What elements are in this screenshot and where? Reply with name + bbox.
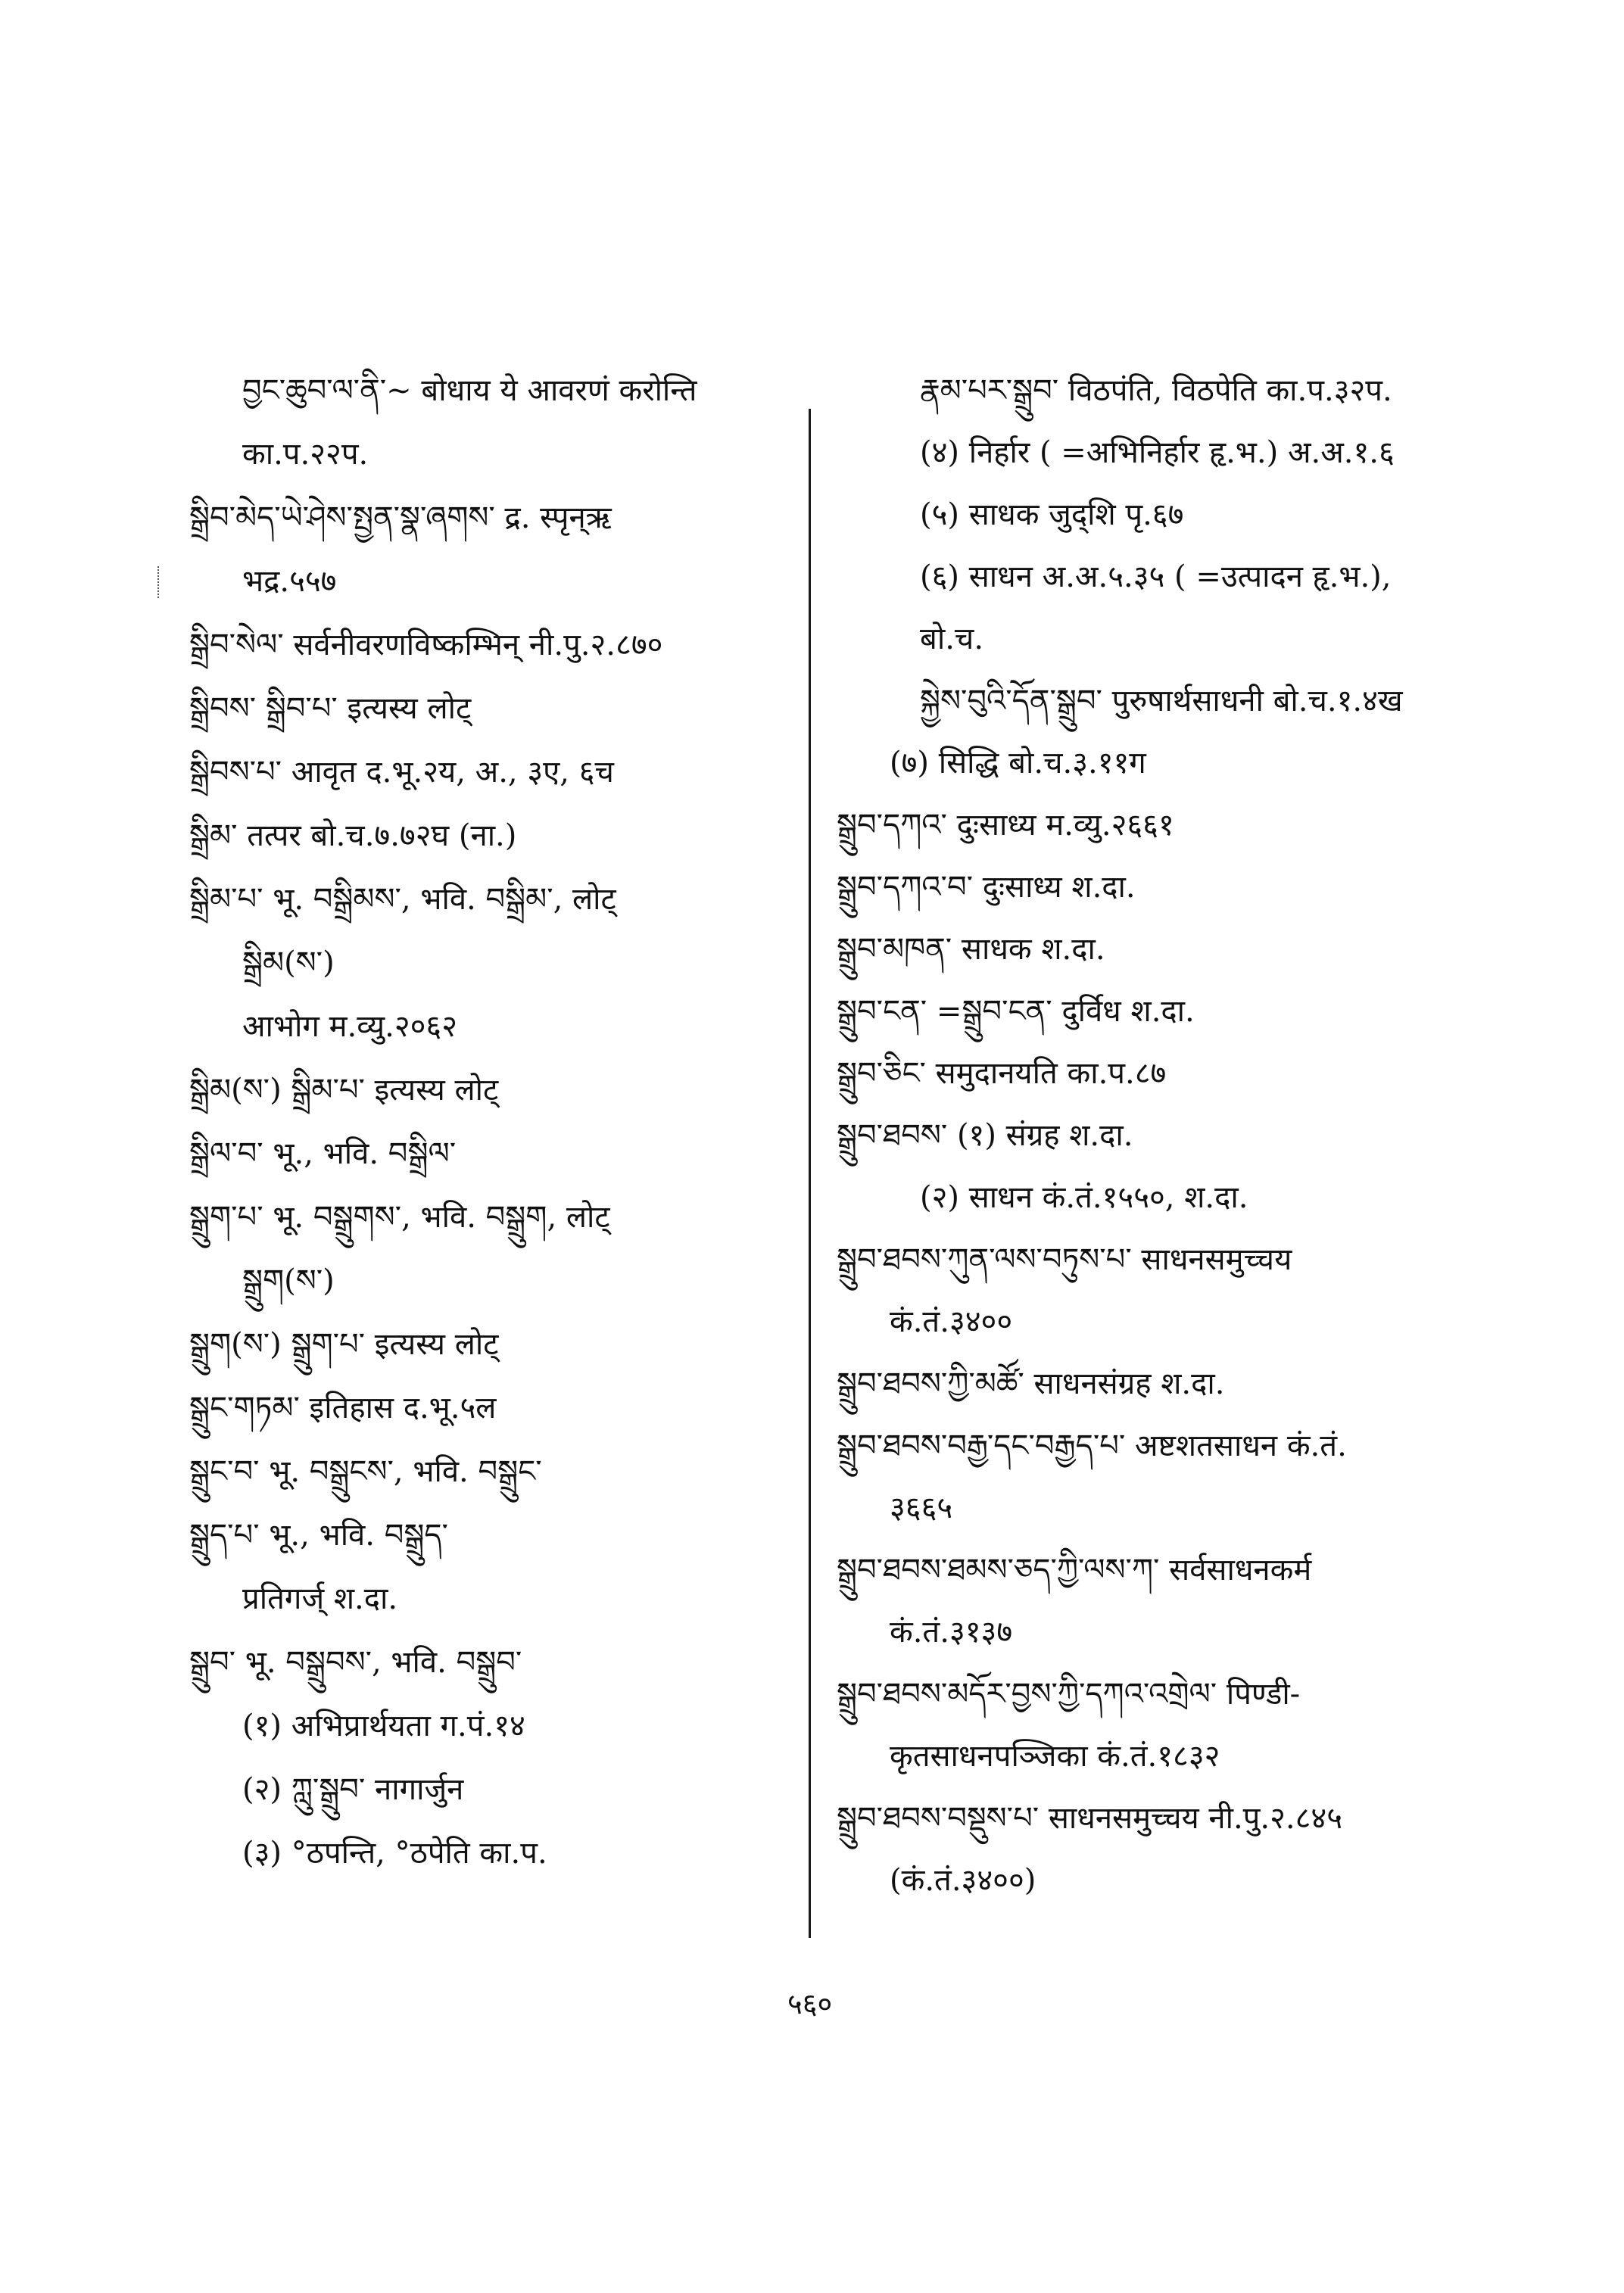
dictionary-line: སྒྲུབ་ཐབས་ (१) संग्रह श.दा. [837,1118,1133,1153]
dictionary-line: (कं.तं.३४००) [890,1863,1036,1898]
dictionary-line: སྒྲུབ་མཁན་ साधक श.दा. [837,932,1105,967]
dictionary-line: प्रतिगर्ज् श.दा. [242,1581,398,1616]
dictionary-line: སྒྲིབ་སེལ་ सर्वनीवरणविष्कम्भिन् नी.पु.२.८७० [189,628,663,662]
dictionary-line: སྒྲིབས་ སྒྲིབ་པ་ इत्यस्य लोट् [189,691,472,726]
dictionary-line: कं.तं.३१३७ [890,1615,1013,1650]
dictionary-line: སྒྲུག་པ་ भू. བསྒྲུགས་, भवि. བསྒྲུག, लोट् [189,1200,610,1235]
dictionary-line: आभोग म.व्यु.२०६२ [242,1009,458,1044]
dictionary-line: का.प.२२प. [242,437,369,472]
dictionary-line: སྒྲུབ་ཐབས་བརྒྱ་དང་བརྒྱད་པ་ अष्टशतसाधन कं.तं. [837,1428,1347,1463]
dictionary-line: སྒྲིམ(ས་) [242,946,335,980]
margin-mark [157,566,161,598]
dictionary-line: (२) ཀླུ་སྒྲུབ་ नागार्जुन [242,1772,464,1807]
column-divider [809,409,811,1938]
dictionary-line: (३) °ठपन्ति, °ठपेति का.प. [242,1836,547,1871]
dictionary-line: སྐྱེས་བུའི་དོན་སྒྲུབ་ पुरुषार्थसाधनी बो.च.१.४ख [920,684,1403,718]
dictionary-line: སྒྲིམ་པ་ भू. བསྒྲིམས་, भवि. བསྒྲིམ་, लोट् [189,882,616,917]
dictionary-line: སྒྲུབ་ཐབས་ཐམས་ཅད་ཀྱི་ལས་ཀ་ सर्वसाधनकर्म [837,1553,1312,1587]
dictionary-line: བྱང་ཆུབ་ལ་ནི་~ बोधाय ये आवरणं करोन्ति [242,373,697,408]
dictionary-line: भद्र.५५७ [242,564,337,599]
dictionary-line: ३६६५ [890,1491,953,1525]
dictionary-line: (२) साधन कं.तं.१५५०, श.दा. [920,1180,1248,1215]
dictionary-line: སྒྲུག(ས་) སྒྲུག་པ་ इत्यस्य लोट् [189,1327,499,1362]
dictionary-line: སྒྲིམ(ས་) སྒྲིམ་པ་ इत्यस्य लोट् [189,1073,499,1108]
dictionary-line: སྒྲུབ་ भू. བསྒྲུབས་, भवि. བསྒྲུབ་ [189,1645,522,1680]
dictionary-line: སྒྲིབ་མེད་ཡེ་ཤེས་སྤྱན་སྣ་ཞགས་ द्र. स्पृन्ऋ [189,500,612,535]
dictionary-line: སྒྲུབ་ངན་ =སྒྲུབ་ངན་ दुर्विध श.दा. [837,994,1195,1029]
dictionary-line: སྒྲུབ་ཐབས་ཀྱི་མཚོ་ साधनसंग्रह श.दा. [837,1366,1225,1401]
dictionary-line: རྣམ་པར་སྒྲུབ་ विठपंति, विठपेति का.प.३२प. [920,373,1392,408]
dictionary-line: (७) सिद्धि बो.च.३.११ग [890,746,1146,780]
dictionary-line: (५) साधक जुद्शि पृ.६७ [920,497,1184,532]
dictionary-line: སྒྲིམ་ तत्पर बो.च.७.७२घ (ना.) [189,818,517,853]
dictionary-line: कृतसाधनपञ्जिका कं.तं.१८३२ [890,1739,1220,1774]
dictionary-line: སྒྲིབས་པ་ आवृत द.भू.२य, अ., ३ए, ६च [189,755,614,790]
page-number: ५६० [787,1987,833,2020]
dictionary-line: སྒྲུབ་ཐབས་བསྡུས་པ་ साधनसमुच्चय नी.पु.२.८४५ [837,1801,1343,1836]
dictionary-line: སྒྲིལ་བ་ भू., भवि. བསྒྲིལ་ [189,1136,457,1171]
dictionary-line: སྒྲུབ་ཐབས་མདོར་བྱས་ཀྱི་དཀའ་འགྲེལ་ पिण्डी- [837,1677,1301,1712]
dictionary-line: कं.तं.३४०० [890,1304,1013,1339]
dictionary-line: སྒྲུབ་ཐབས་ཀུན་ལས་བཏུས་པ་ साधनसमुच्चय [837,1242,1292,1277]
dictionary-line: སྒྲུང་གཏམ་ इतिहास द.भू.५ल [189,1391,497,1425]
dictionary-line: སྒྲུབ་ཅིང་ समुदानयति का.प.८७ [837,1056,1167,1091]
dictionary-line: སྒྲུང་བ་ भू. བསྒྲུངས་, भवि. བསྒྲུང་ [189,1454,542,1489]
dictionary-line: སྒྲུབ་དཀའ་བ་ दुःसाध्य श.दा. [837,870,1136,905]
dictionary-line: बो.च. [920,622,984,656]
dictionary-line: སྒྲུབ་དཀའ་ दुःसाध्य म.व्यु.२६६१ [837,808,1174,843]
dictionary-line: སྒྲུད་པ་ भू., भवि. བསྒྲུད་ [189,1518,448,1553]
dictionary-line: སྒྲུག(ས་) [242,1263,335,1298]
dictionary-line: (६) साधन अ.अ.५.३५ ( =उत्पादन हृ.भ.), [920,559,1392,594]
dictionary-line: (४) निर्हार ( =अभिनिर्हार हृ.भ.) अ.अ.१.६ [920,435,1395,470]
dictionary-line: (१) अभिप्रार्थयता ग.पं.१४ [242,1709,525,1743]
